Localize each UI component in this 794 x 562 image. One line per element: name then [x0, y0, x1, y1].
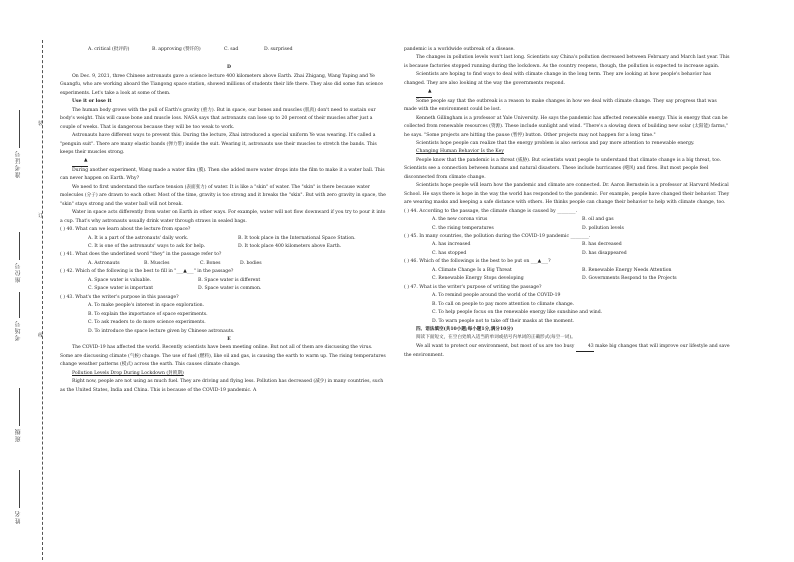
label-name: 姓名 [15, 510, 22, 524]
field-line [19, 110, 20, 148]
option-row [404, 309, 730, 317]
left-column [60, 46, 386, 395]
paragraph [404, 343, 730, 361]
field-line [19, 232, 20, 260]
option-row [404, 225, 730, 233]
question-stem: ( ) 44. According to the passage, the climate change is caused by ________. [404, 208, 578, 214]
option: C. the rising temperatures [432, 225, 494, 231]
option-row [60, 319, 386, 327]
question-stem: ( ) 45. In many countries, the pollution during the COVID-19 pandemic ________. [404, 233, 591, 239]
text-run: We all want to protect our environment, but most of us are too busy [416, 343, 575, 349]
option: D. To warn people not to take off their masks at the moment. [432, 318, 575, 324]
section-title: 四、语法填空(共10小题;每小题1分,满分10分) [416, 326, 514, 332]
option: C. Bones [200, 260, 221, 266]
answer-blank-43[interactable]: 43 [576, 343, 594, 352]
option-row [404, 292, 730, 300]
subheading: Changing Human Behavior Is the Key [416, 149, 504, 155]
paragraph: Right now, people are not using as much fuel. They are driving and flying less. Pollution has decreased (减少) in many countries, such as the United States, India and China. This is because of the COVID-19 pandemic. A [60, 379, 384, 393]
option-row [60, 243, 386, 251]
option: C. has stopped [432, 250, 467, 256]
paragraph: People know that the pandemic is a threat (威胁). But scientists want people to understand that climate change is a big threat, too. Scientists see a connection between humans and natural disasters. These include hurricanes (飓风) and fires. But most people feel disconnected from climate change. [404, 157, 722, 180]
binding-mark: 订 [38, 213, 44, 219]
paragraph: pandemic is a worldwide outbreak of a disease. [404, 47, 515, 52]
option-row [404, 241, 730, 249]
option-row [60, 285, 386, 293]
option-row [60, 311, 386, 319]
option: B. To explain the importance of space experiments. [88, 311, 208, 317]
option: A. Astronauts [88, 260, 120, 266]
field-line [19, 388, 20, 426]
option-row [60, 302, 386, 310]
option: A. To remind people around the world of the COVID-19 [432, 293, 561, 299]
option: D. surprised [264, 47, 293, 52]
option: D. bodies [240, 260, 262, 266]
option: D. pollution levels [582, 225, 624, 231]
option: D. Space water is common. [198, 286, 262, 292]
binding-mark: 装 [38, 121, 44, 127]
option-row [60, 328, 386, 336]
question-stem: ( ) 47. What is the writer's purpose of writing the passage? [404, 284, 542, 290]
option: B. oil and gas [582, 217, 614, 223]
option-row [404, 250, 730, 258]
label-seat-number: 座位号 [15, 262, 22, 283]
option-row [404, 301, 730, 309]
paragraph: We need to first understand the surface tension (表面张力) of water. It is like a "skin" of water. The "skin" is there because water molecules (分子) are drawn to each other. Most of the time, gravity is too strong and it breaks the "skin". But with zero gravity in space, the "skin" stays strong and the water ball will not break. [60, 184, 386, 207]
option: B. Muscles [144, 260, 170, 266]
subheading: Use it or lose it [72, 99, 112, 105]
passage-letter: D [227, 65, 231, 71]
option: A. the new corona virus [432, 217, 488, 223]
right-column [404, 46, 730, 361]
binding-margin [0, 0, 62, 562]
option: C. sad [224, 47, 239, 52]
question-stem: ( ) 41. What does the underlined word "they" in the passage refer to? [60, 252, 222, 258]
field-line [19, 292, 20, 318]
option: B. has decreased [582, 242, 622, 248]
paragraph: Astronauts have different ways to prevent this. During the lecture, Zhai introduced a special uniform Ye was wearing. It's called a "penguin suit". There are many elastic bands (弹力带) inside the suit. Wearing it, astronauts use their muscles to stretch the bands. This keeps their muscles strong. [60, 133, 377, 155]
option-row [404, 216, 730, 224]
option: B. approving (赞许的) [152, 47, 201, 52]
paragraph: Water in space acts differently from water on Earth in other ways. For example, water will not flow downward if you try to pour it into a cup. That's why astronauts usually drink water through straws in sealed bags. [60, 210, 386, 224]
option: C. To ask readers to do more science experiments. [88, 320, 206, 326]
binding-dotted-line [42, 40, 43, 560]
option: B. It took place in the International Space Station. [238, 235, 356, 241]
paragraph: Some people say that the outbreak is a reason to make changes in how we deal with climate change. They say progress that was made with the environment could be lost. [404, 98, 717, 113]
option-row [404, 318, 730, 326]
paragraph: Scientists are hoping to find ways to deal with climate change in the long term. They are looking at how people's behavior has changed. They are also looking at the way the governments respond. [404, 72, 712, 86]
option: C. To help people focus on the renewable energy like sunshine and wind. [432, 310, 603, 316]
paragraph: The human body grows with the pull of Earth's gravity (重力). But in space, our bones and muscles (肌肉) don't need to sustain our body's weight. This will cause bone and muscle loss. NASA says that astronauts can lose up to 20 percent of their muscles after just a couple of weeks. That is dangerous because they will be too weak to work. [60, 107, 376, 130]
option: A. To make people's interest in space exploration. [88, 303, 205, 309]
option: D. It took place 400 kilometers above Earth. [238, 243, 342, 249]
label-class: 班级 [15, 428, 22, 442]
question-stem: ( ) 40. What can we learn about the lecture from space? [60, 227, 191, 233]
subheading: Pollution Levels Drop During Lockdown (封锁期) [72, 370, 184, 376]
option: A. Climate Change Is a Big Threat [432, 267, 512, 273]
question-stem: ( ) 46. Which of the followings is the best to be put on ___▲___? [404, 259, 551, 265]
paragraph: Scientists hope people will learn how the pandemic and climate are connected. Dr. Aaron Bernstein is a professor at Harvard Medical School. He says there is hope in the way the world has responded to the pandemic. For example, people have changed their behavior. They are wearing masks and keeping a safe distance with others. He thinks people can change their behavior to help with climate change, too. [404, 183, 730, 206]
option: A. critical (批评的) [88, 47, 130, 52]
option: B. Renewable Energy Needs Attention [582, 267, 672, 273]
paragraph: The COVID-19 has affected the world. Recently scientists have been meeting online. But not all of them are discussing the virus. Some are discussing climate (气候) change. The use of fuel (燃料), like oil and gas, is causing the earth to warm up. The rising temperatures change weather patterns (模式) across the earth. This causes climate change. [60, 345, 386, 368]
option: C. Space water is important [88, 286, 154, 292]
option: C. It is one of the astronauts' ways to ask for help. [88, 243, 206, 249]
paragraph: On Dec. 9, 2021, three Chinese astronauts gave a science lecture 400 kilometers above Earth. Zhai Zhigang, Wang Yaping and Ye Guangfu, who are working aboard the Tiangong space station, showed millions of students their life there. They also did some fun science experiments. Let's take a look at some of them. [60, 73, 383, 96]
paragraph: The changes in pollution levels won't last long. Scientists say China's pollution decreased between February and March last year. This is because factories stopped running during the lockdown. As the country reopens, though, the pollution is expected to increase again. [404, 55, 730, 69]
passage-letter: E [227, 336, 231, 342]
q39-options [60, 46, 386, 54]
option-row [60, 260, 386, 268]
option: D. To introduce the space lecture given by Chinese astronauts. [88, 328, 235, 334]
field-line [19, 470, 20, 508]
option: A. It is a part of the astronauts' daily work. [88, 235, 189, 241]
question-stem: ( ) 43. What's the writer's purpose in this passage? [60, 294, 179, 300]
blank-marker [60, 157, 386, 166]
label-exam-room: 考场号 [15, 320, 22, 341]
text-run: make big changes that will improve our lifestyle and save the environment. [404, 343, 730, 359]
option: A. Space water is valuable. [88, 277, 152, 283]
option-row [404, 267, 730, 275]
option-row [60, 235, 386, 243]
binding-mark: 线 [38, 333, 44, 339]
blank-marker [404, 88, 730, 97]
option: C. Renewable Energy Stops developing [432, 276, 524, 282]
option-row [404, 275, 730, 283]
blank-line: ▲ [416, 88, 432, 97]
option: B. Space water is different [198, 277, 261, 283]
option: D. Governments Respond to the Projects [582, 276, 677, 282]
label-exam-number: 准考证号 [15, 150, 22, 178]
paragraph: During another experiment, Wang made a water film (膜). Then she added more water drops into the film to make it a water ball. This can never happen on Earth. Why? [60, 167, 385, 182]
question-stem: ( ) 42. Which of the following is the best to fill in "___▲___" in the passage? [60, 269, 234, 275]
option: B. To call on people to pay more attention to climate change. [432, 301, 575, 307]
option: A. has increased [432, 242, 471, 248]
paragraph: Scientists hope people can realize that the energy problem is also serious and pay more attention to renewable energy. [416, 140, 695, 146]
blank-line: ▲ [72, 157, 88, 166]
option: D. has disappeared [582, 250, 627, 256]
section-instruction: 阅读下面短文，在空白处填入适当的单词或括号内单词的正确形式(每空一词)。 [416, 335, 576, 341]
option-row [60, 277, 386, 285]
paragraph: Kenneth Gillingham is a professor at Yale University. He says the pandemic has affected renewable energy. This is energy that can be collected from renewable resources (资源). These include sunlight and wind. "There's a slowing down of building new solar (太阳能) farms," he says. "Some projects are hitting the pause (暂停) button. Other projects may not happen for a long time." [404, 115, 729, 138]
